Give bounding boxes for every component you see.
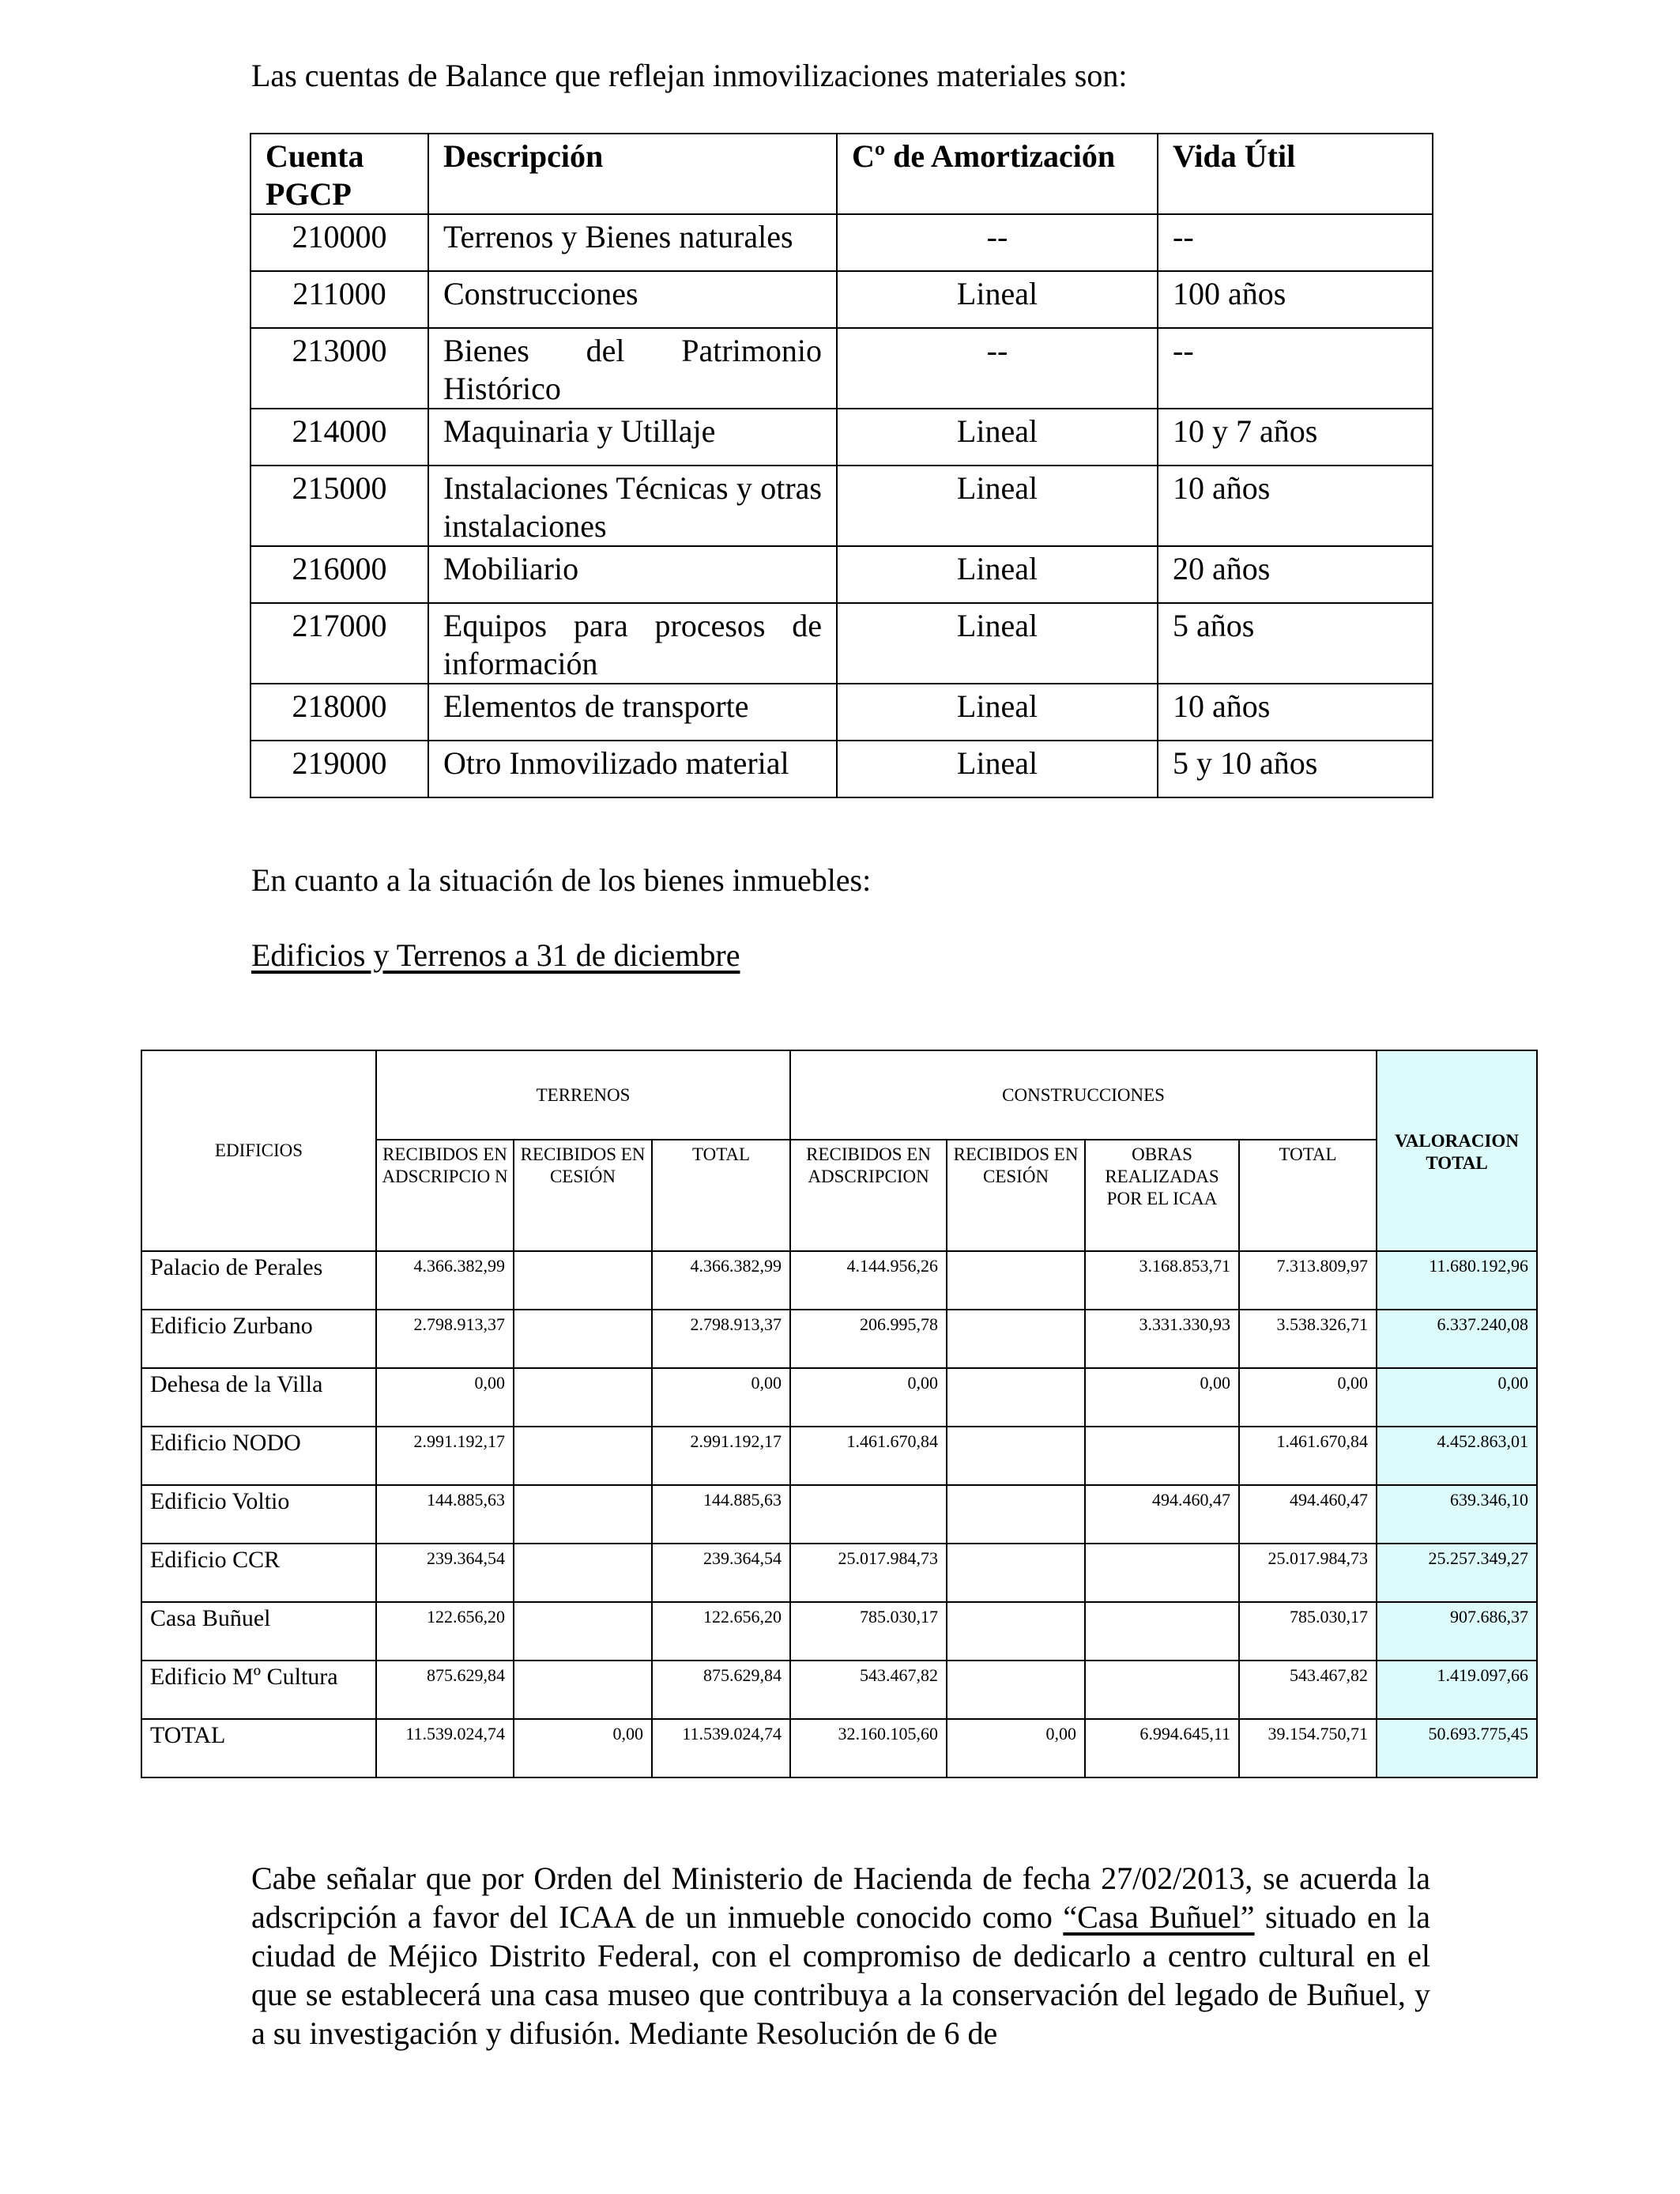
header-amortizacion: Cº de Amortización [837, 134, 1158, 214]
edificios-heading: Edificios y Terrenos a 31 de diciembre [251, 937, 740, 973]
table-row [250, 684, 1433, 741]
table-row [141, 1368, 1537, 1427]
intro-paragraph: Las cuentas de Balance que reflejan inmovilizaciones materiales son: [251, 58, 1128, 93]
account-description: Maquinaria y Utillaje [428, 409, 837, 466]
construcciones-total-cell: 1.461.670,84 [1239, 1427, 1377, 1485]
header-vida-util: Vida Útil [1158, 134, 1433, 214]
account-amortization: Lineal [837, 546, 1158, 603]
building-name: Edificio Voltio [141, 1485, 376, 1544]
header-edificios: EDIFICIOS [141, 1050, 376, 1251]
header-construcciones: CONSTRUCCIONES [790, 1050, 1377, 1140]
valoracion-total-cell: 50.693.775,45 [1377, 1719, 1537, 1777]
accounts-header-row [250, 134, 1433, 214]
terrenos-total-cell: 875.629,84 [652, 1661, 790, 1719]
table-row [250, 271, 1433, 328]
terrenos-cesion-cell [514, 1251, 652, 1310]
construcciones-adscripcion-cell: 25.017.984,73 [790, 1544, 947, 1602]
valoracion-total-cell: 4.452.863,01 [1377, 1427, 1537, 1485]
valoracion-total-cell: 639.346,10 [1377, 1485, 1537, 1544]
header-construcciones-obras: OBRAS REALIZADAS POR EL ICAA [1085, 1140, 1239, 1251]
terrenos-adscripcion-cell: 875.629,84 [376, 1661, 514, 1719]
terrenos-adscripcion-cell: 122.656,20 [376, 1602, 514, 1661]
header-construcciones-recibidos-cesion: RECIBIDOS EN CESIÓN [947, 1140, 1085, 1251]
account-code: 216000 [250, 546, 428, 603]
construcciones-adscripcion-cell: 206.995,78 [790, 1310, 947, 1368]
building-name: Edificio CCR [141, 1544, 376, 1602]
situacion-paragraph: En cuanto a la situación de los bienes inmuebles: [251, 862, 872, 898]
construcciones-obras-cell [1085, 1544, 1239, 1602]
construcciones-total-cell: 25.017.984,73 [1239, 1544, 1377, 1602]
account-code: 215000 [250, 466, 428, 546]
table-row [141, 1544, 1537, 1602]
account-useful-life: -- [1158, 214, 1433, 271]
building-name: Edificio Mº Cultura [141, 1661, 376, 1719]
account-code: 214000 [250, 409, 428, 466]
account-amortization: Lineal [837, 409, 1158, 466]
header-terrenos-recibidos-cesion: RECIBIDOS EN CESIÓN [514, 1140, 652, 1251]
valoracion-total-cell: 11.680.192,96 [1377, 1251, 1537, 1310]
terrenos-total-cell: 11.539.024,74 [652, 1719, 790, 1777]
construcciones-total-cell: 0,00 [1239, 1368, 1377, 1427]
construcciones-cesion-cell [947, 1427, 1085, 1485]
header-terrenos: TERRENOS [376, 1050, 790, 1140]
construcciones-cesion-cell [947, 1661, 1085, 1719]
terrenos-cesion-cell [514, 1544, 652, 1602]
account-description: Otro Inmovilizado material [428, 741, 837, 797]
terrenos-total-cell: 0,00 [652, 1368, 790, 1427]
terrenos-adscripcion-cell: 144.885,63 [376, 1485, 514, 1544]
building-name: Casa Buñuel [141, 1602, 376, 1661]
construcciones-obras-cell: 3.168.853,71 [1085, 1251, 1239, 1310]
construcciones-cesion-cell [947, 1602, 1085, 1661]
valoracion-total-cell: 907.686,37 [1377, 1602, 1537, 1661]
terrenos-cesion-cell [514, 1661, 652, 1719]
table-row [141, 1602, 1537, 1661]
account-description: Mobiliario [428, 546, 837, 603]
terrenos-adscripcion-cell: 4.366.382,99 [376, 1251, 514, 1310]
header-construcciones-total: TOTAL [1239, 1140, 1377, 1251]
construcciones-adscripcion-cell: 785.030,17 [790, 1602, 947, 1661]
header-cuenta-line2: PGCP [266, 176, 352, 212]
terrenos-adscripcion-cell: 11.539.024,74 [376, 1719, 514, 1777]
terrenos-adscripcion-cell: 239.364,54 [376, 1544, 514, 1602]
construcciones-obras-cell [1085, 1602, 1239, 1661]
account-description: Elementos de transporte [428, 684, 837, 741]
construcciones-total-cell: 39.154.750,71 [1239, 1719, 1377, 1777]
table-row [250, 214, 1433, 271]
building-name: Edificio NODO [141, 1427, 376, 1485]
valoracion-total-cell: 25.257.349,27 [1377, 1544, 1537, 1602]
building-name: Palacio de Perales [141, 1251, 376, 1310]
construcciones-obras-cell: 0,00 [1085, 1368, 1239, 1427]
terrenos-adscripcion-cell: 0,00 [376, 1368, 514, 1427]
terrenos-total-cell: 239.364,54 [652, 1544, 790, 1602]
table-row [250, 409, 1433, 466]
buildings-table [141, 1050, 1538, 1778]
construcciones-total-cell: 543.467,82 [1239, 1661, 1377, 1719]
account-amortization: Lineal [837, 271, 1158, 328]
terrenos-total-cell: 144.885,63 [652, 1485, 790, 1544]
construcciones-cesion-cell: 0,00 [947, 1719, 1085, 1777]
account-useful-life: 20 años [1158, 546, 1433, 603]
table-row [141, 1485, 1537, 1544]
header-cuenta [250, 134, 428, 214]
account-amortization: -- [837, 214, 1158, 271]
terrenos-total-cell: 4.366.382,99 [652, 1251, 790, 1310]
construcciones-cesion-cell [947, 1368, 1085, 1427]
table-row [141, 1310, 1537, 1368]
construcciones-total-cell: 494.460,47 [1239, 1485, 1377, 1544]
table-row [250, 466, 1433, 546]
terrenos-total-cell: 122.656,20 [652, 1602, 790, 1661]
construcciones-total-cell: 785.030,17 [1239, 1602, 1377, 1661]
accounts-table [250, 133, 1433, 798]
construcciones-obras-cell: 3.331.330,93 [1085, 1310, 1239, 1368]
terrenos-cesion-cell [514, 1485, 652, 1544]
table-row [141, 1719, 1537, 1777]
construcciones-adscripcion-cell: 543.467,82 [790, 1661, 947, 1719]
header-valoracion-total: VALORACION TOTAL [1377, 1050, 1537, 1251]
valoracion-total-cell: 0,00 [1377, 1368, 1537, 1427]
construcciones-cesion-cell [947, 1485, 1085, 1544]
construcciones-obras-cell: 494.460,47 [1085, 1485, 1239, 1544]
account-description: Instalaciones Técnicas y otras instalaciones [428, 466, 837, 546]
terrenos-cesion-cell [514, 1368, 652, 1427]
table-row [141, 1251, 1537, 1310]
account-code: 217000 [250, 603, 428, 684]
header-cuenta-line1: Cuenta [266, 138, 364, 174]
account-useful-life: 10 años [1158, 466, 1433, 546]
terrenos-adscripcion-cell: 2.991.192,17 [376, 1427, 514, 1485]
account-useful-life: 100 años [1158, 271, 1433, 328]
account-useful-life: -- [1158, 328, 1433, 409]
valoracion-total-cell: 1.419.097,66 [1377, 1661, 1537, 1719]
buildings-group-header-row [141, 1050, 1537, 1140]
account-description: Terrenos y Bienes naturales [428, 214, 837, 271]
construcciones-adscripcion-cell [790, 1485, 947, 1544]
account-useful-life: 10 y 7 años [1158, 409, 1433, 466]
terrenos-cesion-cell [514, 1310, 652, 1368]
account-description: Construcciones [428, 271, 837, 328]
construcciones-adscripcion-cell: 32.160.105,60 [790, 1719, 947, 1777]
building-name: Edificio Zurbano [141, 1310, 376, 1368]
account-amortization: Lineal [837, 466, 1158, 546]
account-useful-life: 5 años [1158, 603, 1433, 684]
buildings-table-body [141, 1251, 1537, 1777]
account-useful-life: 10 años [1158, 684, 1433, 741]
table-row [141, 1661, 1537, 1719]
construcciones-obras-cell: 6.994.645,11 [1085, 1719, 1239, 1777]
table-row [250, 603, 1433, 684]
account-code: 218000 [250, 684, 428, 741]
account-description [428, 328, 837, 409]
account-description-text: Bienes del Patrimonio Histórico [443, 333, 822, 406]
header-terrenos-total: TOTAL [652, 1140, 790, 1251]
construcciones-cesion-cell [947, 1310, 1085, 1368]
building-name: TOTAL [141, 1719, 376, 1777]
building-name: Dehesa de la Villa [141, 1368, 376, 1427]
table-row [250, 741, 1433, 797]
closing-paragraph [251, 1859, 1430, 2053]
construcciones-adscripcion-cell: 0,00 [790, 1368, 947, 1427]
account-amortization: -- [837, 328, 1158, 409]
construcciones-obras-cell [1085, 1661, 1239, 1719]
table-row [250, 328, 1433, 409]
construcciones-adscripcion-cell: 4.144.956,26 [790, 1251, 947, 1310]
terrenos-total-cell: 2.991.192,17 [652, 1427, 790, 1485]
table-row [141, 1427, 1537, 1485]
account-amortization: Lineal [837, 684, 1158, 741]
construcciones-total-cell: 3.538.326,71 [1239, 1310, 1377, 1368]
terrenos-adscripcion-cell: 2.798.913,37 [376, 1310, 514, 1368]
casa-bunuel-link-text: “Casa Buñuel” [1063, 1899, 1255, 1935]
closing-text-part1: Cabe señalar que por Orden del Ministerio de Hacienda de fecha 27/02/2013, se acuerda la adscripción a favor del ICAA de un inmueble conocido como [251, 1860, 1430, 1935]
terrenos-total-cell: 2.798.913,37 [652, 1310, 790, 1368]
account-useful-life: 5 y 10 años [1158, 741, 1433, 797]
terrenos-cesion-cell [514, 1427, 652, 1485]
header-descripcion: Descripción [428, 134, 837, 214]
account-code: 219000 [250, 741, 428, 797]
construcciones-cesion-cell [947, 1544, 1085, 1602]
valoracion-total-cell: 6.337.240,08 [1377, 1310, 1537, 1368]
table-row [250, 546, 1433, 603]
construcciones-obras-cell [1085, 1427, 1239, 1485]
account-code: 211000 [250, 271, 428, 328]
account-description: Equipos para procesos de información [428, 603, 837, 684]
construcciones-total-cell: 7.313.809,97 [1239, 1251, 1377, 1310]
header-terrenos-recibidos-adscripcion: RECIBIDOS EN ADSCRIPCIO N [376, 1140, 514, 1251]
construcciones-adscripcion-cell: 1.461.670,84 [790, 1427, 947, 1485]
closing-text-part2: situado en la ciudad de Méjico Distrito Federal, con el compromiso de dedicarlo a centro cultural en el que se establecerá una casa museo que contribuya a la conservación del legado de Buñuel, y a su investigación y difusión. Mediante Resolución de 6 de [251, 1899, 1431, 2051]
terrenos-cesion-cell: 0,00 [514, 1719, 652, 1777]
account-amortization: Lineal [837, 603, 1158, 684]
account-amortization: Lineal [837, 741, 1158, 797]
header-construcciones-recibidos-adscripcion: RECIBIDOS EN ADSCRIPCION [790, 1140, 947, 1251]
terrenos-cesion-cell [514, 1602, 652, 1661]
account-code: 210000 [250, 214, 428, 271]
construcciones-cesion-cell [947, 1251, 1085, 1310]
account-code: 213000 [250, 328, 428, 409]
